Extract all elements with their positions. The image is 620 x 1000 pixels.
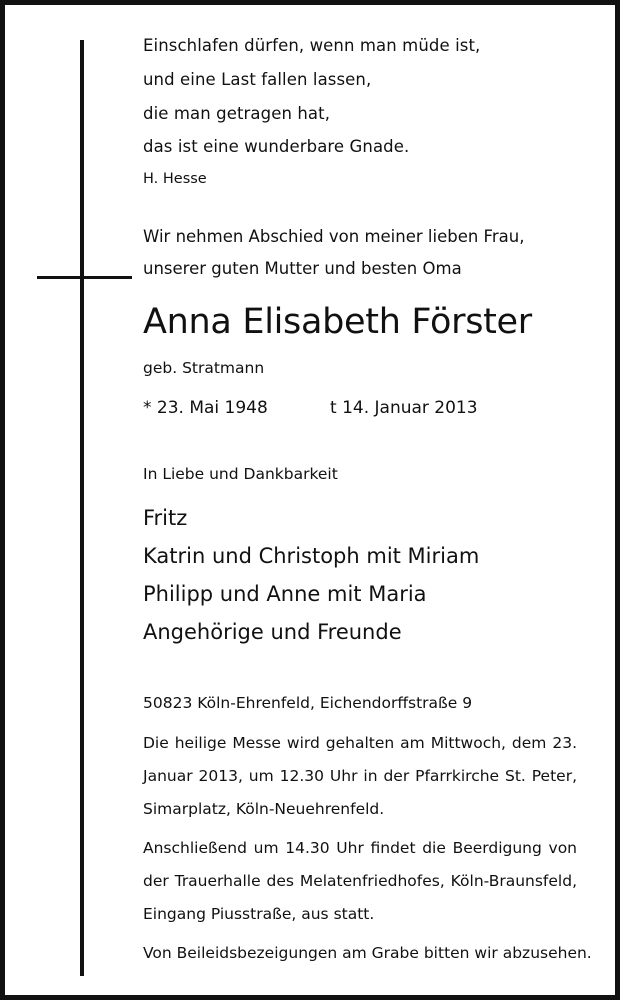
mourner-name: Fritz <box>143 506 188 530</box>
poem-line: die man getragen hat, <box>143 104 331 123</box>
cross-horizontal-bar <box>37 276 132 279</box>
address: 50823 Köln-Ehrenfeld, Eichendorffstraße 9 <box>143 694 473 712</box>
intro-line: Wir nehmen Abschied von meiner lieben Frau, <box>143 227 525 246</box>
deceased-name: Anna Elisabeth Förster <box>143 302 532 342</box>
mourner-name: Katrin und Christoph mit Miriam <box>143 544 480 568</box>
poem-author: H. Hesse <box>143 171 207 187</box>
birth-date: * 23. Mai 1948 <box>143 398 268 418</box>
poem-line: das ist eine wunderbare Gnade. <box>143 137 410 156</box>
mourner-name: Angehörige und Freunde <box>143 620 402 644</box>
closing-note: Von Beileidsbezeigungen am Grabe bitten wir abzusehen. <box>143 944 592 962</box>
burial-details: Anschließend um 14.30 Uhr findet die Beerdigung von der Trauerhalle des Melatenfriedhofes, Köln-Braunsfeld, Eingang Piusstraße, aus statt. <box>143 839 577 923</box>
cross-vertical-bar <box>80 40 84 976</box>
death-date: t 14. Januar 2013 <box>330 398 478 418</box>
mass-details: Die heilige Messe wird gehalten am Mittwoch, dem 23. Januar 2013, um 12.30 Uhr in der Pfarrkirche St. Peter, Simarplatz, Köln-Neuehrenfeld. <box>143 734 577 818</box>
poem-line: Einschlafen dürfen, wenn man müde ist, <box>143 36 481 55</box>
poem-line: und eine Last fallen lassen, <box>143 70 372 89</box>
mourners-intro: In Liebe und Dankbarkeit <box>143 465 338 483</box>
maiden-name: geb. Stratmann <box>143 359 265 377</box>
intro-line: unserer guten Mutter und besten Oma <box>143 259 462 278</box>
mourner-name: Philipp und Anne mit Maria <box>143 582 427 606</box>
